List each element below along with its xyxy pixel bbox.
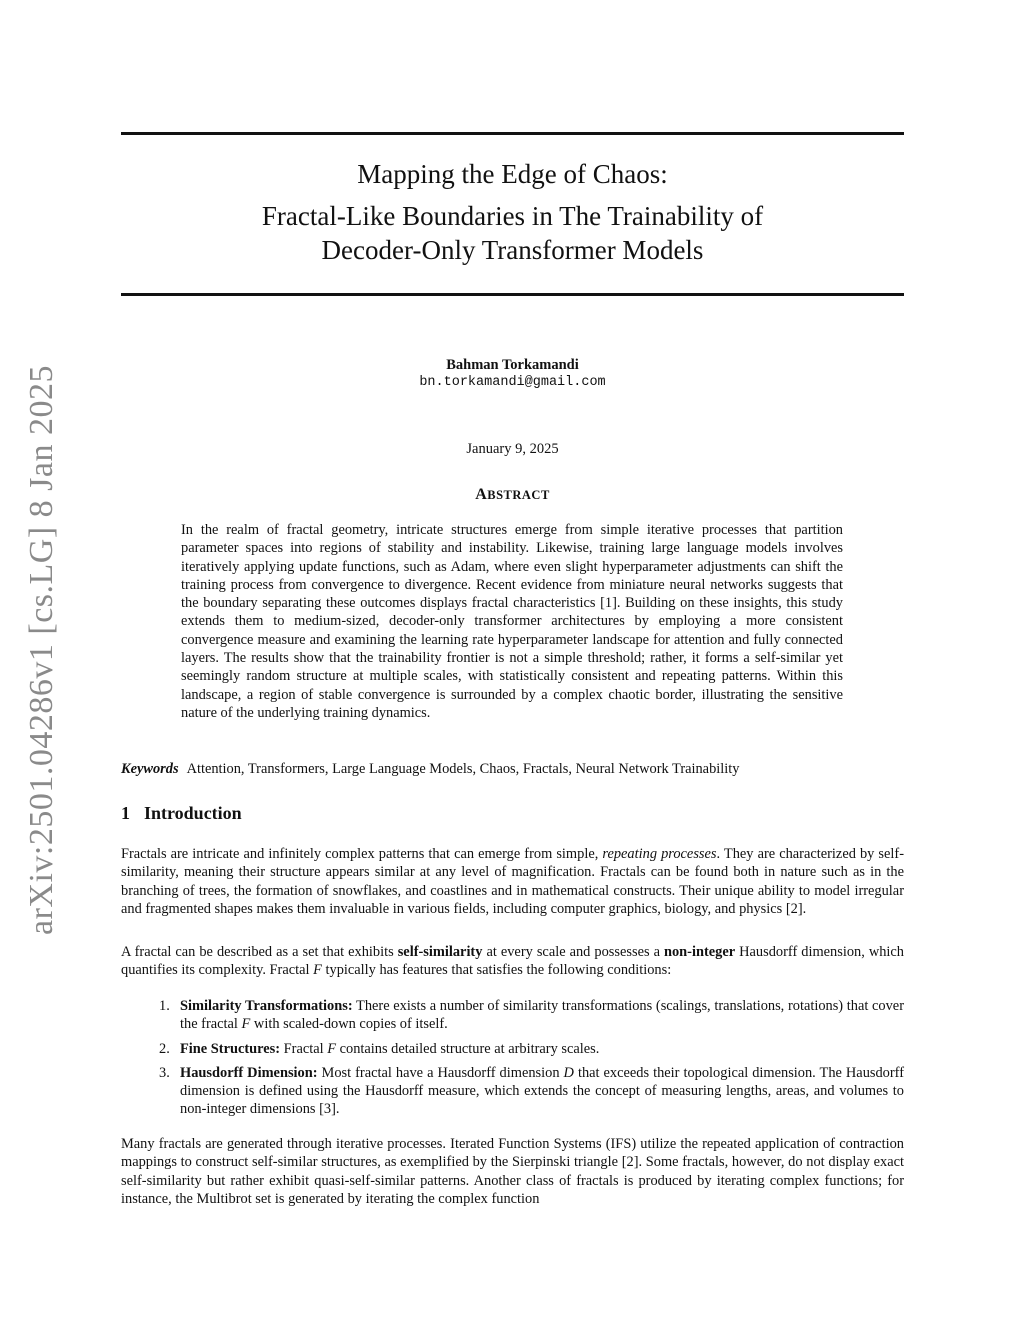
- text-span: at every scale and possesses a: [482, 944, 664, 960]
- intro-paragraph-3: Many fractals are generated through iterative processes. Iterated Function Systems (IFS) utilize the repeated application of contraction mappings to construct self-similar structures, as exemplified by the Sierpinski triangle [2]. Some fractals, however, do not display exact self-similarity but rather exhibit quasi-self-similar patterns. Another class of fractals is produced by iterating complex functions; for instance, the Multibrot set is generated by iterating the complex function: [121, 1136, 904, 1207]
- fractal-conditions-list: [121, 997, 904, 1125]
- list-term: Hausdorff Dimension:: [180, 1064, 318, 1081]
- bold-term: self-similarity: [397, 944, 483, 960]
- list-text: There exists a number of similarity transformations (scalings, translations, rotations) that cover the fractal: [180, 998, 904, 1033]
- text-span: Hausdorff dimension, which quantifies its complexity. Fractal: [121, 944, 904, 979]
- keywords-label: Keywords: [121, 761, 179, 777]
- text-span: typically has features that satisfies the following conditions:: [321, 962, 672, 979]
- title-line-3: Decoder-Only Transformer Models: [321, 235, 704, 265]
- abstract-heading-rest: BSTRACT: [487, 488, 550, 502]
- text-span: Fractals are intricate and infinitely complex patterns that can emerge from simple,: [121, 846, 603, 862]
- list-item: [121, 1064, 904, 1119]
- paper-title: [121, 157, 904, 267]
- section-title: Introduction: [144, 803, 242, 823]
- math-variable: D: [563, 1064, 574, 1081]
- author-name: Bahman Torkamandi: [446, 357, 579, 373]
- section-heading-introduction: [121, 803, 242, 824]
- text-span: . They are characterized by self-similarity, meaning their structure appears similar at any level of magnification. Fractals can be found both in nature such as in the branching of trees, the formation of snowflakes, and coastlines and in mathematical constructs. Their unique ability to model irregular and fragmented shapes makes them invaluable in various fields, including computer graphics, biology, and physics [2].: [121, 846, 905, 917]
- list-marker: 1.: [159, 998, 170, 1014]
- abstract-heading: [121, 486, 904, 504]
- intro-paragraph-2: [121, 943, 904, 980]
- math-variable: F: [313, 962, 322, 979]
- list-term: Fine Structures:: [180, 1040, 281, 1057]
- arxiv-identifier-stamp: arXiv:2501.04286v1 [cs.LG] 8 Jan 2025: [23, 365, 60, 935]
- math-variable: F: [241, 1016, 251, 1033]
- title-top-rule: [121, 132, 904, 135]
- publication-date: January 9, 2025: [466, 441, 559, 457]
- list-item: [121, 997, 904, 1034]
- abstract-body: In the realm of fractal geometry, intricate structures emerge from simple iterative processes that partition parameter spaces into regions of stability and instability. Likewise, training large language models involves iteratively applying update functions, such as Adam, where even slight hyperparameter adjustments can shift the training process from convergence to divergence. Recent evidence from miniature neural networks suggests that the boundary separating these outcomes displays fractal characteristics [1]. Building on these insights, this study extends them to medium-sized, decoder-only transformer architectures by employing a more consistent convergence measure and examining the learning rate hyperparameter landscape for attention and fully connected layers. The results show that the trainability frontier is not a simple threshold; rather, it forms a self-similar yet seemingly random structure at multiple scales, with statistically consistent and repeating patterns. Within this landscape, a region of stable convergence is surrounded by a complex chaotic border, illustrating the sensitive nature of the underlying training dynamics.: [181, 522, 843, 721]
- list-text: with scaled-down copies of itself.: [250, 1016, 448, 1033]
- keywords-text: Attention, Transformers, Large Language Models, Chaos, Fractals, Neural Network Trainability: [186, 761, 740, 777]
- title-line-2: Fractal-Like Boundaries in The Trainability of: [261, 201, 764, 231]
- list-text: Most fractal have a Hausdorff dimension: [317, 1064, 564, 1081]
- title-line-1: Mapping the Edge of Chaos:: [357, 159, 668, 189]
- text-span: A fractal can be described as a set that exhibits: [121, 944, 398, 960]
- list-text: contains detailed structure at arbitrary scales.: [336, 1040, 600, 1057]
- intro-paragraph-1: [121, 845, 904, 918]
- math-variable: F: [327, 1040, 337, 1057]
- emphasis-span: repeating processes: [602, 846, 717, 862]
- keywords-line: [121, 760, 904, 778]
- list-term: Similarity Transformations:: [180, 998, 353, 1014]
- list-marker: 2.: [159, 1040, 170, 1057]
- title-bottom-rule: [121, 293, 904, 296]
- author-block: [121, 356, 904, 392]
- abstract-heading-initial: A: [475, 486, 488, 503]
- list-text: that exceeds their topological dimension. The Hausdorff dimension is defined using the Hausdorff measure, which extends the concept of measuring lengths, areas, and volumes to non-integer dimensions [3].: [180, 1064, 904, 1118]
- list-marker: 3.: [159, 1064, 170, 1081]
- bold-term: non-integer: [663, 944, 736, 960]
- list-text: Fractal: [280, 1040, 328, 1057]
- section-number: 1: [121, 803, 130, 823]
- author-email[interactable]: bn.torkamandi@gmail.com: [419, 375, 606, 390]
- list-item: [121, 1040, 904, 1058]
